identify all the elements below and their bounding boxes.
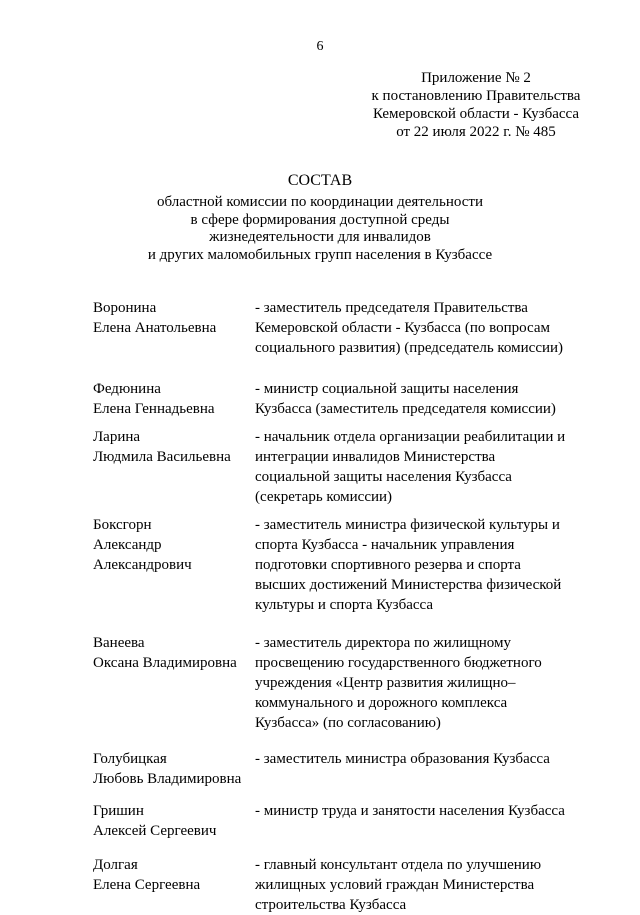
member-name-line: Елена Сергеевна	[93, 877, 201, 893]
member-position-line: жилищных условий граждан Министерства	[255, 877, 535, 893]
member-name-line: Воронина	[93, 300, 157, 316]
member-name-line: Елена Геннадьевна	[93, 401, 215, 417]
appendix-line: к постановлению Правительства	[371, 88, 581, 104]
member-name	[93, 379, 255, 419]
member-position-line: Кемеровской области - Кузбасса (по вопросам	[255, 320, 550, 336]
member-position	[255, 298, 585, 358]
appendix-line: от 22 июля 2022 г. № 485	[396, 124, 556, 140]
member-name	[93, 427, 255, 467]
member-position	[255, 633, 585, 733]
title-line: в сфере формирования доступной среды	[190, 211, 450, 228]
member-position-line: просвещению государственного бюджетного	[255, 655, 542, 671]
member-position-line: (секретарь комиссии)	[255, 489, 393, 505]
appendix-line: Кемеровской области - Кузбасса	[372, 106, 580, 122]
member-entry	[93, 855, 593, 915]
member-name-line: Александрович	[93, 557, 192, 573]
member-position-line: - министр социальной защиты населения	[255, 381, 519, 397]
member-entry	[93, 801, 593, 841]
title-heading: СОСТАВ	[287, 172, 353, 189]
member-name-line: Людмила Васильевна	[93, 449, 231, 465]
member-position	[255, 855, 585, 915]
member-position-line: Кузбасса» (по согласованию)	[255, 715, 441, 731]
appendix-line: Приложение № 2	[421, 70, 531, 86]
member-entry	[93, 379, 593, 419]
member-position-line: строительства Кузбасса	[255, 897, 407, 913]
member-entry	[93, 298, 593, 358]
member-name	[93, 855, 255, 895]
page-number: 6	[316, 39, 324, 54]
member-name-line: Федюнина	[93, 381, 161, 397]
member-name	[93, 298, 255, 338]
member-name	[93, 749, 255, 789]
member-position-line: - заместитель министра образования Кузбасса	[255, 751, 550, 767]
member-position-line: - заместитель директора по жилищному	[255, 635, 512, 651]
member-name	[93, 633, 255, 673]
member-entry	[93, 427, 593, 507]
member-position-line: - главный консультант отдела по улучшению	[255, 857, 542, 873]
appendix-header	[330, 69, 622, 141]
member-entry	[93, 633, 593, 733]
member-name	[93, 801, 255, 841]
member-name-line: Александр	[93, 537, 162, 553]
member-name-line: Елена Анатольевна	[93, 320, 217, 336]
member-name-line: Ванеева	[93, 635, 145, 651]
member-position-line: Кузбасса (заместитель председателя комиссии)	[255, 401, 556, 417]
member-name-line: Голубицкая	[93, 751, 167, 767]
member-entry	[93, 749, 593, 789]
member-name	[93, 515, 255, 575]
member-position-line: высших достижений Министерства физической	[255, 577, 562, 593]
title-line: жизнедеятельности для инвалидов	[209, 229, 431, 245]
member-name-line: Любовь Владимировна	[93, 771, 242, 787]
member-entry	[93, 515, 593, 615]
member-name-line: Оксана Владимировна	[93, 655, 237, 671]
member-position-line: учреждения «Центр развития жилищно–	[255, 675, 516, 691]
member-position-line: коммунального и дорожного комплекса	[255, 695, 508, 711]
member-name-line: Гришин	[93, 803, 144, 819]
member-position-line: спорта Кузбасса - начальник управления	[255, 537, 515, 553]
document-title	[0, 171, 640, 264]
member-position-line: социального развития) (председатель комиссии)	[255, 340, 564, 356]
member-position	[255, 801, 585, 821]
member-position-line: - заместитель министра физической культуры и	[255, 517, 560, 533]
member-position-line: - начальник отдела организации реабилитации и	[255, 429, 566, 445]
title-line: областной комиссии по координации деятельности	[157, 194, 483, 210]
member-name-line: Боксгорн	[93, 517, 152, 533]
member-position-line: культуры и спорта Кузбасса	[255, 597, 434, 613]
member-name-line: Ларина	[93, 429, 141, 445]
member-position-line: - заместитель председателя Правительства	[255, 300, 528, 316]
member-position	[255, 427, 585, 507]
member-position-line: подготовки спортивного резерва и спорта	[255, 557, 521, 573]
member-name-line: Долгая	[93, 857, 138, 873]
members-list	[93, 298, 593, 915]
member-position	[255, 379, 585, 419]
member-position-line: интеграции инвалидов Министерства	[255, 449, 496, 465]
member-position-line: - министр труда и занятости населения Кузбасса	[255, 803, 565, 819]
member-name-line: Алексей Сергеевич	[93, 823, 217, 839]
member-position	[255, 515, 585, 615]
member-position-line: социальной защиты населения Кузбасса	[255, 469, 512, 485]
member-position	[255, 749, 585, 769]
title-line: и других маломобильных групп населения в Кузбассе	[147, 246, 493, 263]
